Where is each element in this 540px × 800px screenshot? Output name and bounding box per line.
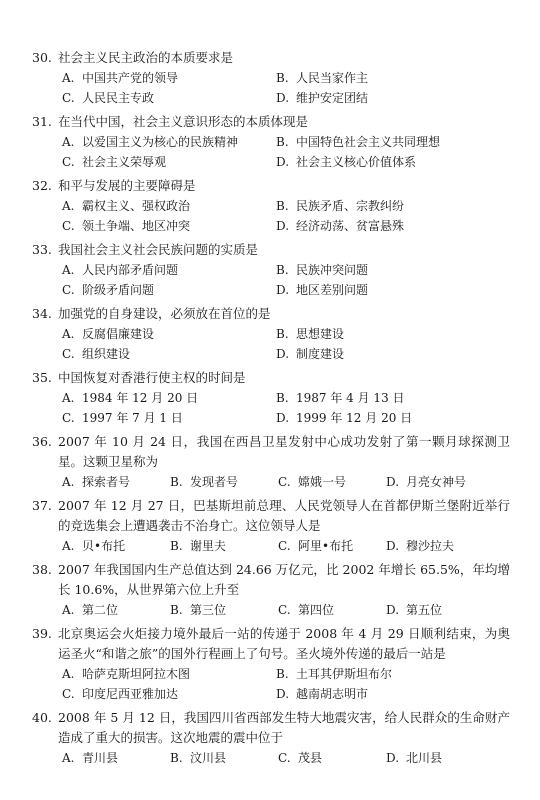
option-letter: C. bbox=[278, 475, 291, 489]
option-letter: C. bbox=[278, 603, 291, 617]
question-stem: 我国社会主义社会民族问题的实质是 bbox=[58, 242, 259, 257]
option-text: 贝•布托 bbox=[82, 539, 126, 553]
option-letter: B. bbox=[170, 751, 183, 765]
question-stem: 2007 年 12 月 27 日，巴基斯坦前总理、人民党领导人在首都伊斯兰堡附近举行的竞选集会上遭遇袭击不治身亡。这位领导人是 bbox=[58, 498, 510, 533]
option-letter: D. bbox=[386, 603, 400, 617]
option-text: 组织建设 bbox=[82, 347, 131, 361]
option-text: 穆沙拉夫 bbox=[406, 539, 455, 553]
option-letter: D. bbox=[276, 283, 290, 297]
options bbox=[32, 472, 510, 492]
options bbox=[32, 748, 510, 768]
option-text: 青川县 bbox=[82, 751, 119, 765]
option-text: 哈萨克斯坦阿拉木图 bbox=[82, 667, 191, 681]
option-letter: A. bbox=[62, 475, 75, 489]
option-text: 北川县 bbox=[406, 751, 443, 765]
option-letter: A. bbox=[62, 751, 75, 765]
question-number: 31. bbox=[32, 114, 52, 129]
option-text: 经济动荡、贫富悬殊 bbox=[296, 219, 405, 233]
option-text: 霸权主义、强权政治 bbox=[82, 199, 191, 213]
option-letter: D. bbox=[276, 91, 290, 105]
question-stem: 2007 年我国国内生产总值达到 24.66 万亿元，比 2002 年增长 65.5%，年均增长 10.6%，从世界第六位上升至 bbox=[58, 562, 510, 597]
question-number: 33. bbox=[32, 242, 52, 257]
option-letter: C. bbox=[278, 539, 291, 553]
option-a[interactable] bbox=[62, 388, 276, 408]
option-text: 民族冲突问题 bbox=[296, 263, 369, 277]
option-letter: D. bbox=[276, 687, 290, 701]
option-letter: A. bbox=[62, 71, 75, 85]
option-letter: C. bbox=[62, 283, 75, 297]
option-c[interactable] bbox=[62, 88, 276, 108]
question-30 bbox=[32, 48, 510, 108]
option-b[interactable] bbox=[276, 132, 490, 152]
option-letter: B. bbox=[276, 135, 289, 149]
option-text: 人民内部矛盾问题 bbox=[82, 263, 179, 277]
option-c[interactable] bbox=[62, 152, 276, 172]
option-letter: B. bbox=[276, 667, 289, 681]
option-a[interactable] bbox=[62, 132, 276, 152]
options bbox=[32, 600, 510, 620]
option-text: 反腐倡廉建设 bbox=[82, 327, 155, 341]
option-letter: A. bbox=[62, 263, 75, 277]
question-35 bbox=[32, 368, 510, 428]
option-letter: B. bbox=[276, 263, 289, 277]
option-letter: C. bbox=[62, 411, 75, 425]
option-b[interactable] bbox=[276, 664, 490, 684]
option-text: 领土争端、地区冲突 bbox=[82, 219, 191, 233]
option-letter: C. bbox=[62, 347, 75, 361]
question-number: 40. bbox=[32, 710, 52, 725]
option-letter: A. bbox=[62, 603, 75, 617]
options bbox=[32, 260, 510, 300]
question-number: 30. bbox=[32, 50, 52, 65]
question-number: 34. bbox=[32, 306, 52, 321]
option-a[interactable] bbox=[62, 472, 170, 492]
option-text: 人民民主专政 bbox=[82, 91, 155, 105]
question-37 bbox=[32, 496, 510, 556]
option-b[interactable] bbox=[170, 472, 278, 492]
option-text: 社会主义核心价值体系 bbox=[296, 155, 417, 169]
question-stem: 社会主义民主政治的本质要求是 bbox=[58, 50, 234, 65]
option-text: 维护安定团结 bbox=[296, 91, 369, 105]
question-number: 35. bbox=[32, 370, 52, 385]
option-d[interactable] bbox=[386, 600, 494, 620]
option-c[interactable] bbox=[62, 216, 276, 236]
option-b[interactable] bbox=[276, 260, 490, 280]
option-letter: A. bbox=[62, 539, 75, 553]
option-text: 阶级矛盾问题 bbox=[82, 283, 155, 297]
options bbox=[32, 132, 510, 172]
option-letter: A. bbox=[62, 199, 75, 213]
option-letter: B. bbox=[170, 475, 183, 489]
option-text: 探索者号 bbox=[82, 475, 131, 489]
option-text: 以爱国主义为核心的民族精神 bbox=[82, 135, 239, 149]
option-d[interactable] bbox=[276, 216, 490, 236]
option-text: 1999 年 12 月 20 日 bbox=[296, 411, 413, 425]
option-text: 社会主义荣辱观 bbox=[82, 155, 167, 169]
option-c[interactable] bbox=[62, 344, 276, 364]
option-a[interactable] bbox=[62, 748, 170, 768]
option-text: 第五位 bbox=[406, 603, 443, 617]
option-text: 发现者号 bbox=[190, 475, 239, 489]
question-34 bbox=[32, 304, 510, 364]
option-letter: C. bbox=[278, 751, 291, 765]
option-text: 中国特色社会主义共同理想 bbox=[296, 135, 441, 149]
question-number: 39. bbox=[32, 626, 52, 641]
option-letter: A. bbox=[62, 667, 75, 681]
option-b[interactable] bbox=[170, 536, 278, 556]
option-letter: B. bbox=[170, 603, 183, 617]
question-stem: 和平与发展的主要障碍是 bbox=[58, 178, 196, 193]
option-c[interactable] bbox=[62, 408, 276, 428]
question-32 bbox=[32, 176, 510, 236]
question-40 bbox=[32, 708, 510, 768]
option-b[interactable] bbox=[276, 324, 490, 344]
option-letter: B. bbox=[276, 199, 289, 213]
option-text: 茂县 bbox=[298, 751, 323, 765]
option-a[interactable] bbox=[62, 664, 276, 684]
option-letter: C. bbox=[62, 155, 75, 169]
question-number: 37. bbox=[32, 498, 52, 513]
option-d[interactable] bbox=[276, 280, 490, 300]
option-d[interactable] bbox=[386, 536, 494, 556]
option-letter: B. bbox=[276, 327, 289, 341]
option-text: 1987 年 4 月 13 日 bbox=[296, 391, 405, 405]
option-a[interactable] bbox=[62, 260, 276, 280]
option-c[interactable] bbox=[62, 684, 276, 704]
option-letter: D. bbox=[276, 219, 290, 233]
option-letter: C. bbox=[62, 687, 75, 701]
option-letter: D. bbox=[276, 411, 290, 425]
option-d[interactable] bbox=[386, 472, 494, 492]
option-c[interactable] bbox=[278, 748, 386, 768]
option-text: 地区差别问题 bbox=[296, 283, 369, 297]
option-b[interactable] bbox=[276, 68, 490, 88]
options bbox=[32, 196, 510, 236]
option-a[interactable] bbox=[62, 600, 170, 620]
option-text: 月亮女神号 bbox=[406, 475, 467, 489]
option-text: 土耳其伊斯坦布尔 bbox=[296, 667, 393, 681]
option-text: 第四位 bbox=[298, 603, 335, 617]
question-31 bbox=[32, 112, 510, 172]
option-a[interactable] bbox=[62, 68, 276, 88]
option-c[interactable] bbox=[62, 280, 276, 300]
option-letter: D. bbox=[386, 475, 400, 489]
option-a[interactable] bbox=[62, 536, 170, 556]
option-letter: B. bbox=[170, 539, 183, 553]
options bbox=[32, 664, 510, 704]
option-d[interactable] bbox=[276, 88, 490, 108]
question-number: 32. bbox=[32, 178, 52, 193]
options bbox=[32, 536, 510, 556]
question-38 bbox=[32, 560, 510, 620]
option-letter: A. bbox=[62, 391, 75, 405]
option-b[interactable] bbox=[170, 600, 278, 620]
question-stem: 2008 年 5 月 12 日，我国四川省西部发生特大地震灾害，给人民群众的生命财产造成了重大的损害。这次地震的震中位于 bbox=[58, 710, 510, 745]
question-stem: 北京奥运会火炬接力境外最后一站的传递于 2008 年 4 月 29 日顺利结束，为奥运圣火“和谐之旅”的国外行程画上了句号。圣火境外传递的最后一站是 bbox=[58, 626, 510, 661]
option-text: 1984 年 12 月 20 日 bbox=[82, 391, 199, 405]
option-letter: B. bbox=[276, 71, 289, 85]
option-text: 汶川县 bbox=[190, 751, 227, 765]
option-b[interactable] bbox=[276, 196, 490, 216]
option-c[interactable] bbox=[278, 536, 386, 556]
option-b[interactable] bbox=[276, 388, 490, 408]
option-letter: A. bbox=[62, 327, 75, 341]
option-letter: D. bbox=[276, 155, 290, 169]
option-a[interactable] bbox=[62, 324, 276, 344]
question-stem: 加强党的自身建设，必须放在首位的是 bbox=[58, 306, 271, 321]
option-letter: C. bbox=[62, 219, 75, 233]
option-text: 谢里夫 bbox=[190, 539, 227, 553]
option-d[interactable] bbox=[276, 408, 490, 428]
option-letter: C. bbox=[62, 91, 75, 105]
option-d[interactable] bbox=[276, 344, 490, 364]
option-d[interactable] bbox=[386, 748, 494, 768]
option-text: 第三位 bbox=[190, 603, 227, 617]
question-stem: 中国恢复对香港行使主权的时间是 bbox=[58, 370, 246, 385]
option-text: 越南胡志明市 bbox=[296, 687, 369, 701]
question-stem: 在当代中国，社会主义意识形态的本质体现是 bbox=[58, 114, 309, 129]
option-text: 思想建设 bbox=[296, 327, 345, 341]
option-text: 1997 年 7 月 1 日 bbox=[82, 411, 183, 425]
option-c[interactable] bbox=[278, 600, 386, 620]
question-36 bbox=[32, 432, 510, 492]
option-d[interactable] bbox=[276, 152, 490, 172]
option-text: 阿里•布托 bbox=[298, 539, 354, 553]
option-text: 第二位 bbox=[82, 603, 119, 617]
option-letter: D. bbox=[386, 751, 400, 765]
question-33 bbox=[32, 240, 510, 300]
question-stem: 2007 年 10 月 24 日，我国在西昌卫星发射中心成功发射了第一颗月球探测卫星。这颗卫星称为 bbox=[58, 434, 510, 469]
option-letter: B. bbox=[276, 391, 289, 405]
option-letter: A. bbox=[62, 135, 75, 149]
option-text: 中国共产党的领导 bbox=[82, 71, 179, 85]
options bbox=[32, 388, 510, 428]
question-39 bbox=[32, 624, 510, 704]
option-text: 人民当家作主 bbox=[296, 71, 369, 85]
options bbox=[32, 324, 510, 364]
question-number: 38. bbox=[32, 562, 52, 577]
option-text: 制度建设 bbox=[296, 347, 345, 361]
option-letter: D. bbox=[386, 539, 400, 553]
option-b[interactable] bbox=[170, 748, 278, 768]
question-number: 36. bbox=[32, 434, 52, 449]
option-d[interactable] bbox=[276, 684, 490, 704]
option-text: 印度尼西亚雅加达 bbox=[82, 687, 179, 701]
option-c[interactable] bbox=[278, 472, 386, 492]
option-a[interactable] bbox=[62, 196, 276, 216]
option-text: 民族矛盾、宗教纠纷 bbox=[296, 199, 405, 213]
option-letter: D. bbox=[276, 347, 290, 361]
options bbox=[32, 68, 510, 108]
option-text: 嫦娥一号 bbox=[298, 475, 347, 489]
